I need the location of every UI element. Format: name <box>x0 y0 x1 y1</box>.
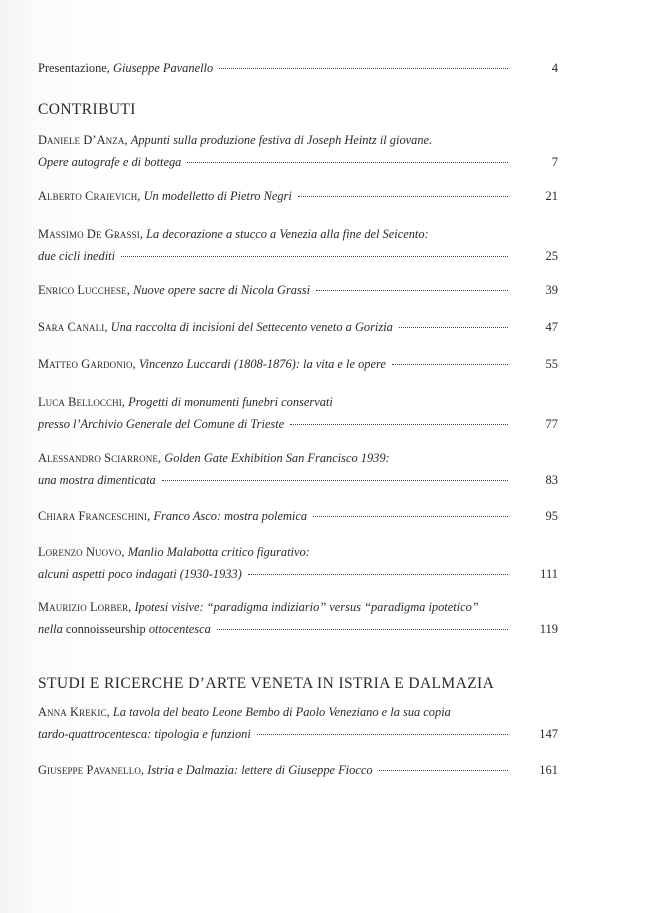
toc-entry <box>38 282 558 298</box>
toc-entry <box>38 394 558 432</box>
toc-entry <box>38 450 558 488</box>
page-number: 55 <box>545 357 558 371</box>
entry-author: Chiara Franceschini, <box>38 509 151 523</box>
page-number: 7 <box>551 155 558 169</box>
entry-title: Un modelletto di Pietro Negri <box>143 189 292 203</box>
page-number: 111 <box>540 567 558 581</box>
leader-dots <box>313 516 508 517</box>
entry-author: Alessandro Sciarrone, <box>38 451 162 465</box>
leader-dots <box>217 629 508 630</box>
page-number: 25 <box>545 249 558 263</box>
entry-author: Lorenzo Nuovo, <box>38 545 125 559</box>
page-number: 47 <box>545 320 558 334</box>
leader-dots <box>257 734 508 735</box>
leader-dots <box>316 290 508 291</box>
toc-entry <box>38 319 558 335</box>
entry-title-continued: presso l’Archivio Generale del Comune di Trieste <box>38 417 285 431</box>
toc-entry <box>38 508 558 524</box>
section-heading-contributi: CONTRIBUTI <box>38 101 136 118</box>
entry-author: Luca Bellocchi, <box>38 395 126 409</box>
entry-title: La decorazione a stucco a Venezia alla fine del Seicento: <box>146 227 429 241</box>
entry-title-continued: una mostra dimenticata <box>38 473 156 487</box>
toc-entry <box>38 762 558 778</box>
page-number: 77 <box>545 417 558 431</box>
page-number: 21 <box>545 189 558 203</box>
page-number: 83 <box>545 473 558 487</box>
entry-author: Enrico Lucchese, <box>38 283 130 297</box>
leader-dots <box>248 574 508 575</box>
entry-author: Daniele D’Anza, <box>38 133 128 147</box>
entry-title: Progetti di monumenti funebri conservati <box>128 395 333 409</box>
entry-author: Massimo De Grassi, <box>38 227 144 241</box>
leader-dots <box>379 770 508 771</box>
toc-entry-presentation <box>38 60 558 76</box>
entry-title-continued: alcuni aspetti poco indagati (1930-1933) <box>38 567 242 581</box>
entry-title: Vincenzo Luccardi (1808-1876): la vita e le opere <box>138 357 386 371</box>
entry-author: Giuseppe Pavanello <box>113 61 214 75</box>
page-number: 4 <box>551 61 558 75</box>
entry-title: Istria e Dalmazia: lettere di Giuseppe Fiocco <box>147 763 373 777</box>
page-number: 147 <box>539 727 558 741</box>
entry-label: Presentazione, <box>38 61 110 75</box>
toc-entry <box>38 132 558 170</box>
toc-entry <box>38 226 558 264</box>
page-number: 161 <box>539 763 558 777</box>
page-number: 119 <box>539 622 558 636</box>
leader-dots <box>290 424 508 425</box>
toc-entry <box>38 188 558 204</box>
entry-title: Appunti sulla produzione festiva di Joseph Heintz il giovane. <box>130 133 433 147</box>
toc-entry <box>38 704 558 742</box>
entry-title: Una raccolta di incisioni del Settecento veneto a Gorizia <box>110 320 393 334</box>
entry-title: Golden Gate Exhibition San Francisco 1939: <box>164 451 390 465</box>
leader-dots <box>298 196 508 197</box>
entry-title: Manlio Malabotta critico figurativo: <box>127 545 310 559</box>
entry-title: Ipotesi visive: “paradigma indiziario” versus “paradigma ipotetico” <box>134 600 479 614</box>
entry-author: Alberto Craievich, <box>38 189 141 203</box>
page-number: 95 <box>545 509 558 523</box>
leader-dots <box>399 327 508 328</box>
toc-entry <box>38 356 558 372</box>
leader-dots <box>219 68 508 69</box>
page-number: 39 <box>545 283 558 297</box>
toc-entry <box>38 544 558 582</box>
entry-title: Franco Asco: mostra polemica <box>153 509 308 523</box>
toc-entry <box>38 599 558 637</box>
entry-author: Sara Canali, <box>38 320 108 334</box>
entry-author: Anna Krekic, <box>38 705 110 719</box>
leader-dots <box>162 480 508 481</box>
entry-title-continued: Opere autografe e di bottega <box>38 155 182 169</box>
entry-title-continued: ottocentesca <box>148 622 211 636</box>
entry-author: Matteo Gardonio, <box>38 357 136 371</box>
entry-title-continued: due cicli inediti <box>38 249 116 263</box>
section-heading-studi: STUDI E RICERCHE D’ARTE VENETA IN ISTRIA E DALMAZIA <box>38 675 495 692</box>
entry-title: Nuove opere sacre di Nicola Grassi <box>133 283 311 297</box>
entry-title: La tavola del beato Leone Bembo di Paolo Veneziano e la sua copia <box>112 705 451 719</box>
entry-title-continued: tardo-quattrocentesca: tipologia e funzioni <box>38 727 251 741</box>
entry-author: Giuseppe Pavanello, <box>38 763 145 777</box>
entry-author: Maurizio Lorber, <box>38 600 132 614</box>
entry-title-term: connoisseurship <box>65 622 146 636</box>
leader-dots <box>187 162 508 163</box>
entry-title-continued: nella <box>38 622 63 636</box>
leader-dots <box>121 256 508 257</box>
leader-dots <box>392 364 508 365</box>
